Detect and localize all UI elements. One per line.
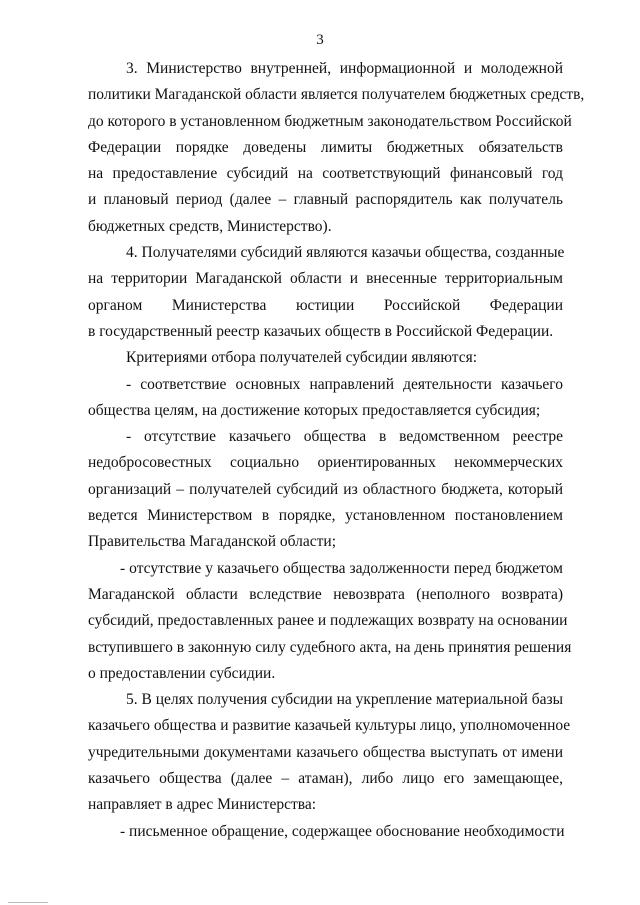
text-line: - отсутствие у казачьего общества задолженности перед бюджетом bbox=[120, 559, 563, 577]
text-line: и плановый период (далее – главный распорядитель как получатель bbox=[88, 191, 563, 209]
text-line: до которого в установленном бюджетным законодательством Российской bbox=[88, 112, 572, 130]
page-number: 3 bbox=[316, 32, 324, 48]
text-line: в государственный реестр казачьих обществ в Российской Федерации. bbox=[88, 322, 554, 340]
text-line: организаций – получателей субсидий из областного бюджета, который bbox=[88, 480, 563, 498]
scan-edge-mark bbox=[8, 902, 48, 903]
text-line: 4. Получателями субсидий являются казачьи общества, созданные bbox=[126, 244, 565, 262]
text-line: на территории Магаданской области и внесенные территориальным bbox=[88, 270, 563, 288]
text-line: Магаданской области вследствие невозврата (неполного возврата) bbox=[88, 585, 563, 603]
text-line: ведется Министерством в порядке, установленном постановлением bbox=[88, 507, 563, 525]
text-line: направляет в адрес Министерства: bbox=[88, 796, 317, 814]
text-line: о предоставлении субсидии. bbox=[88, 664, 276, 682]
text-line: политики Магаданской области является получателем бюджетных средств, bbox=[88, 86, 585, 104]
text-line: - письменное обращение, содержащее обоснование необходимости bbox=[120, 822, 565, 840]
text-line: - соответствие основных направлений деятельности казачьего bbox=[126, 375, 563, 393]
text-line: общества целям, на достижение которых предоставляется субсидия; bbox=[88, 401, 541, 419]
text-line: казачьего общества (далее – атаман), либо лицо его замещающее, bbox=[88, 770, 563, 788]
text-line: 3. Министерство внутренней, информационной и молодежной bbox=[126, 60, 563, 77]
text-line: бюджетных средств, Министерство). bbox=[88, 217, 332, 235]
text-line: вступившего в законную силу судебного акта, на день принятия решения bbox=[88, 638, 572, 656]
text-line: казачьего общества и развитие казачьей культуры лицо, уполномоченное bbox=[88, 717, 571, 735]
text-line: 5. В целях получения субсидии на укрепление материальной базы bbox=[126, 691, 564, 709]
text-line: - отсутствие казачьего общества в ведомственном реестре bbox=[126, 428, 563, 446]
text-line: недобросовестных социально ориентированных некоммерческих bbox=[88, 454, 563, 472]
text-line: учредительными документами казачьего общества выступать от имени bbox=[88, 743, 563, 761]
text-line: Правительства Магаданской области; bbox=[88, 533, 337, 551]
text-line: Федерации порядке доведены лимиты бюджетных обязательств bbox=[88, 138, 563, 156]
text-line: на предоставление субсидий на соответствующий финансовый год bbox=[88, 165, 563, 183]
text-line: субсидий, предоставленных ранее и подлежащих возврату на основании bbox=[88, 612, 568, 630]
text-line: Критериями отбора получателей субсидии являются: bbox=[126, 349, 478, 367]
document-body bbox=[88, 56, 585, 845]
text-line: органом Министерства юстиции Российской Федерации bbox=[88, 296, 563, 314]
